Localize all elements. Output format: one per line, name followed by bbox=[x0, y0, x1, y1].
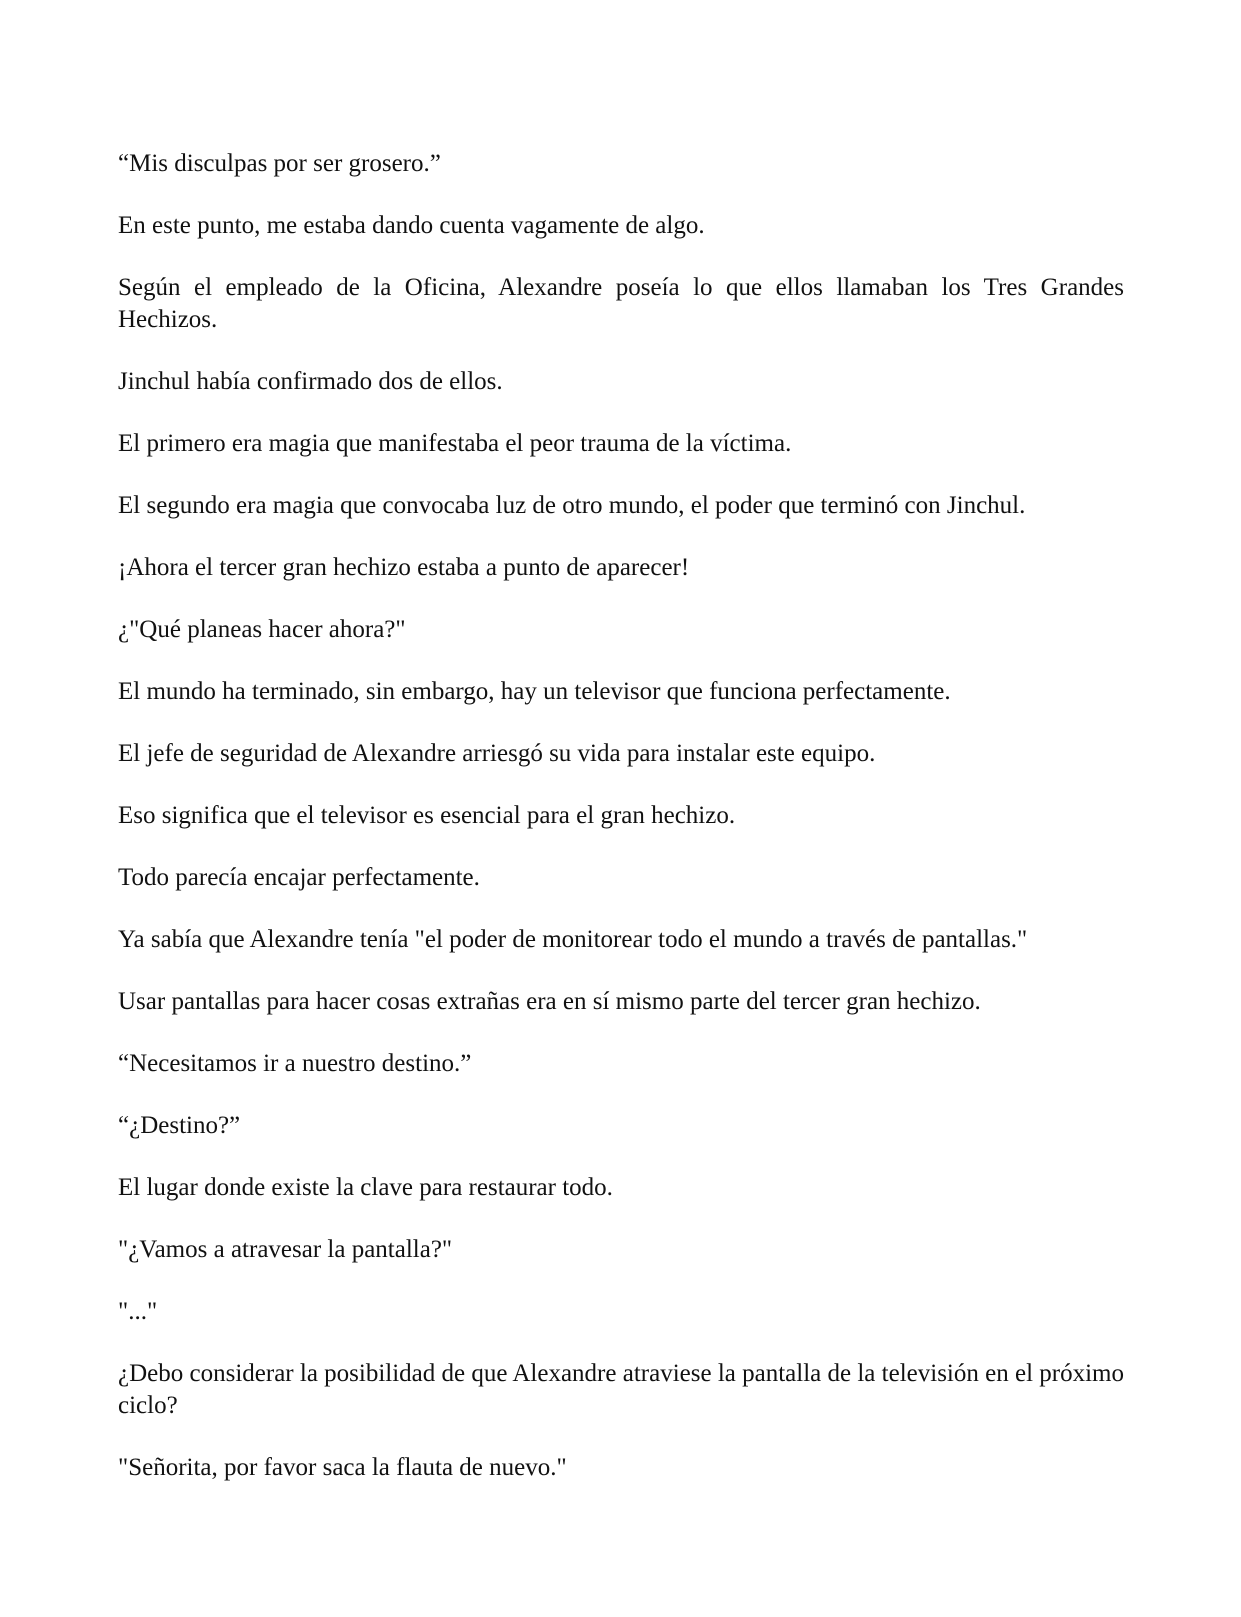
paragraph: Jinchul había confirmado dos de ellos. bbox=[118, 368, 503, 395]
document-body bbox=[118, 148, 1124, 1514]
paragraph: El segundo era magia que convocaba luz de otro mundo, el poder que terminó con Jinchul. bbox=[118, 492, 1026, 519]
paragraph: El jefe de seguridad de Alexandre arriesgó su vida para instalar este equipo. bbox=[118, 740, 876, 767]
paragraph: "Señorita, por favor saca la flauta de nuevo." bbox=[118, 1454, 567, 1481]
paragraph: Según el empleado de la Oficina, Alexandre poseía lo que ellos llamaban los Tres Grandes Hechizos. bbox=[118, 274, 1124, 333]
paragraph: ¡Ahora el tercer gran hechizo estaba a punto de aparecer! bbox=[118, 554, 690, 581]
paragraph: “Mis disculpas por ser grosero.” bbox=[118, 150, 441, 177]
paragraph: "¿Vamos a atravesar la pantalla?" bbox=[118, 1236, 453, 1263]
paragraph: “¿Destino?” bbox=[118, 1112, 241, 1139]
paragraph: Eso significa que el televisor es esencial para el gran hechizo. bbox=[118, 802, 736, 829]
paragraph: ¿"Qué planeas hacer ahora?" bbox=[118, 616, 406, 643]
paragraph: El mundo ha terminado, sin embargo, hay un televisor que funciona perfectamente. bbox=[118, 678, 951, 705]
paragraph: Usar pantallas para hacer cosas extrañas era en sí mismo parte del tercer gran hechizo. bbox=[118, 988, 981, 1015]
paragraph: En este punto, me estaba dando cuenta vagamente de algo. bbox=[118, 212, 705, 239]
paragraph: El lugar donde existe la clave para restaurar todo. bbox=[118, 1174, 613, 1201]
paragraph: El primero era magia que manifestaba el peor trauma de la víctima. bbox=[118, 430, 792, 457]
paragraph: "..." bbox=[118, 1298, 158, 1325]
paragraph: ¿Debo considerar la posibilidad de que Alexandre atraviese la pantalla de la televisión en el próximo ciclo? bbox=[118, 1360, 1124, 1419]
paragraph: “Necesitamos ir a nuestro destino.” bbox=[118, 1050, 472, 1077]
paragraph: Ya sabía que Alexandre tenía "el poder de monitorear todo el mundo a través de pantallas." bbox=[118, 926, 1028, 953]
paragraph: Todo parecía encajar perfectamente. bbox=[118, 864, 480, 891]
